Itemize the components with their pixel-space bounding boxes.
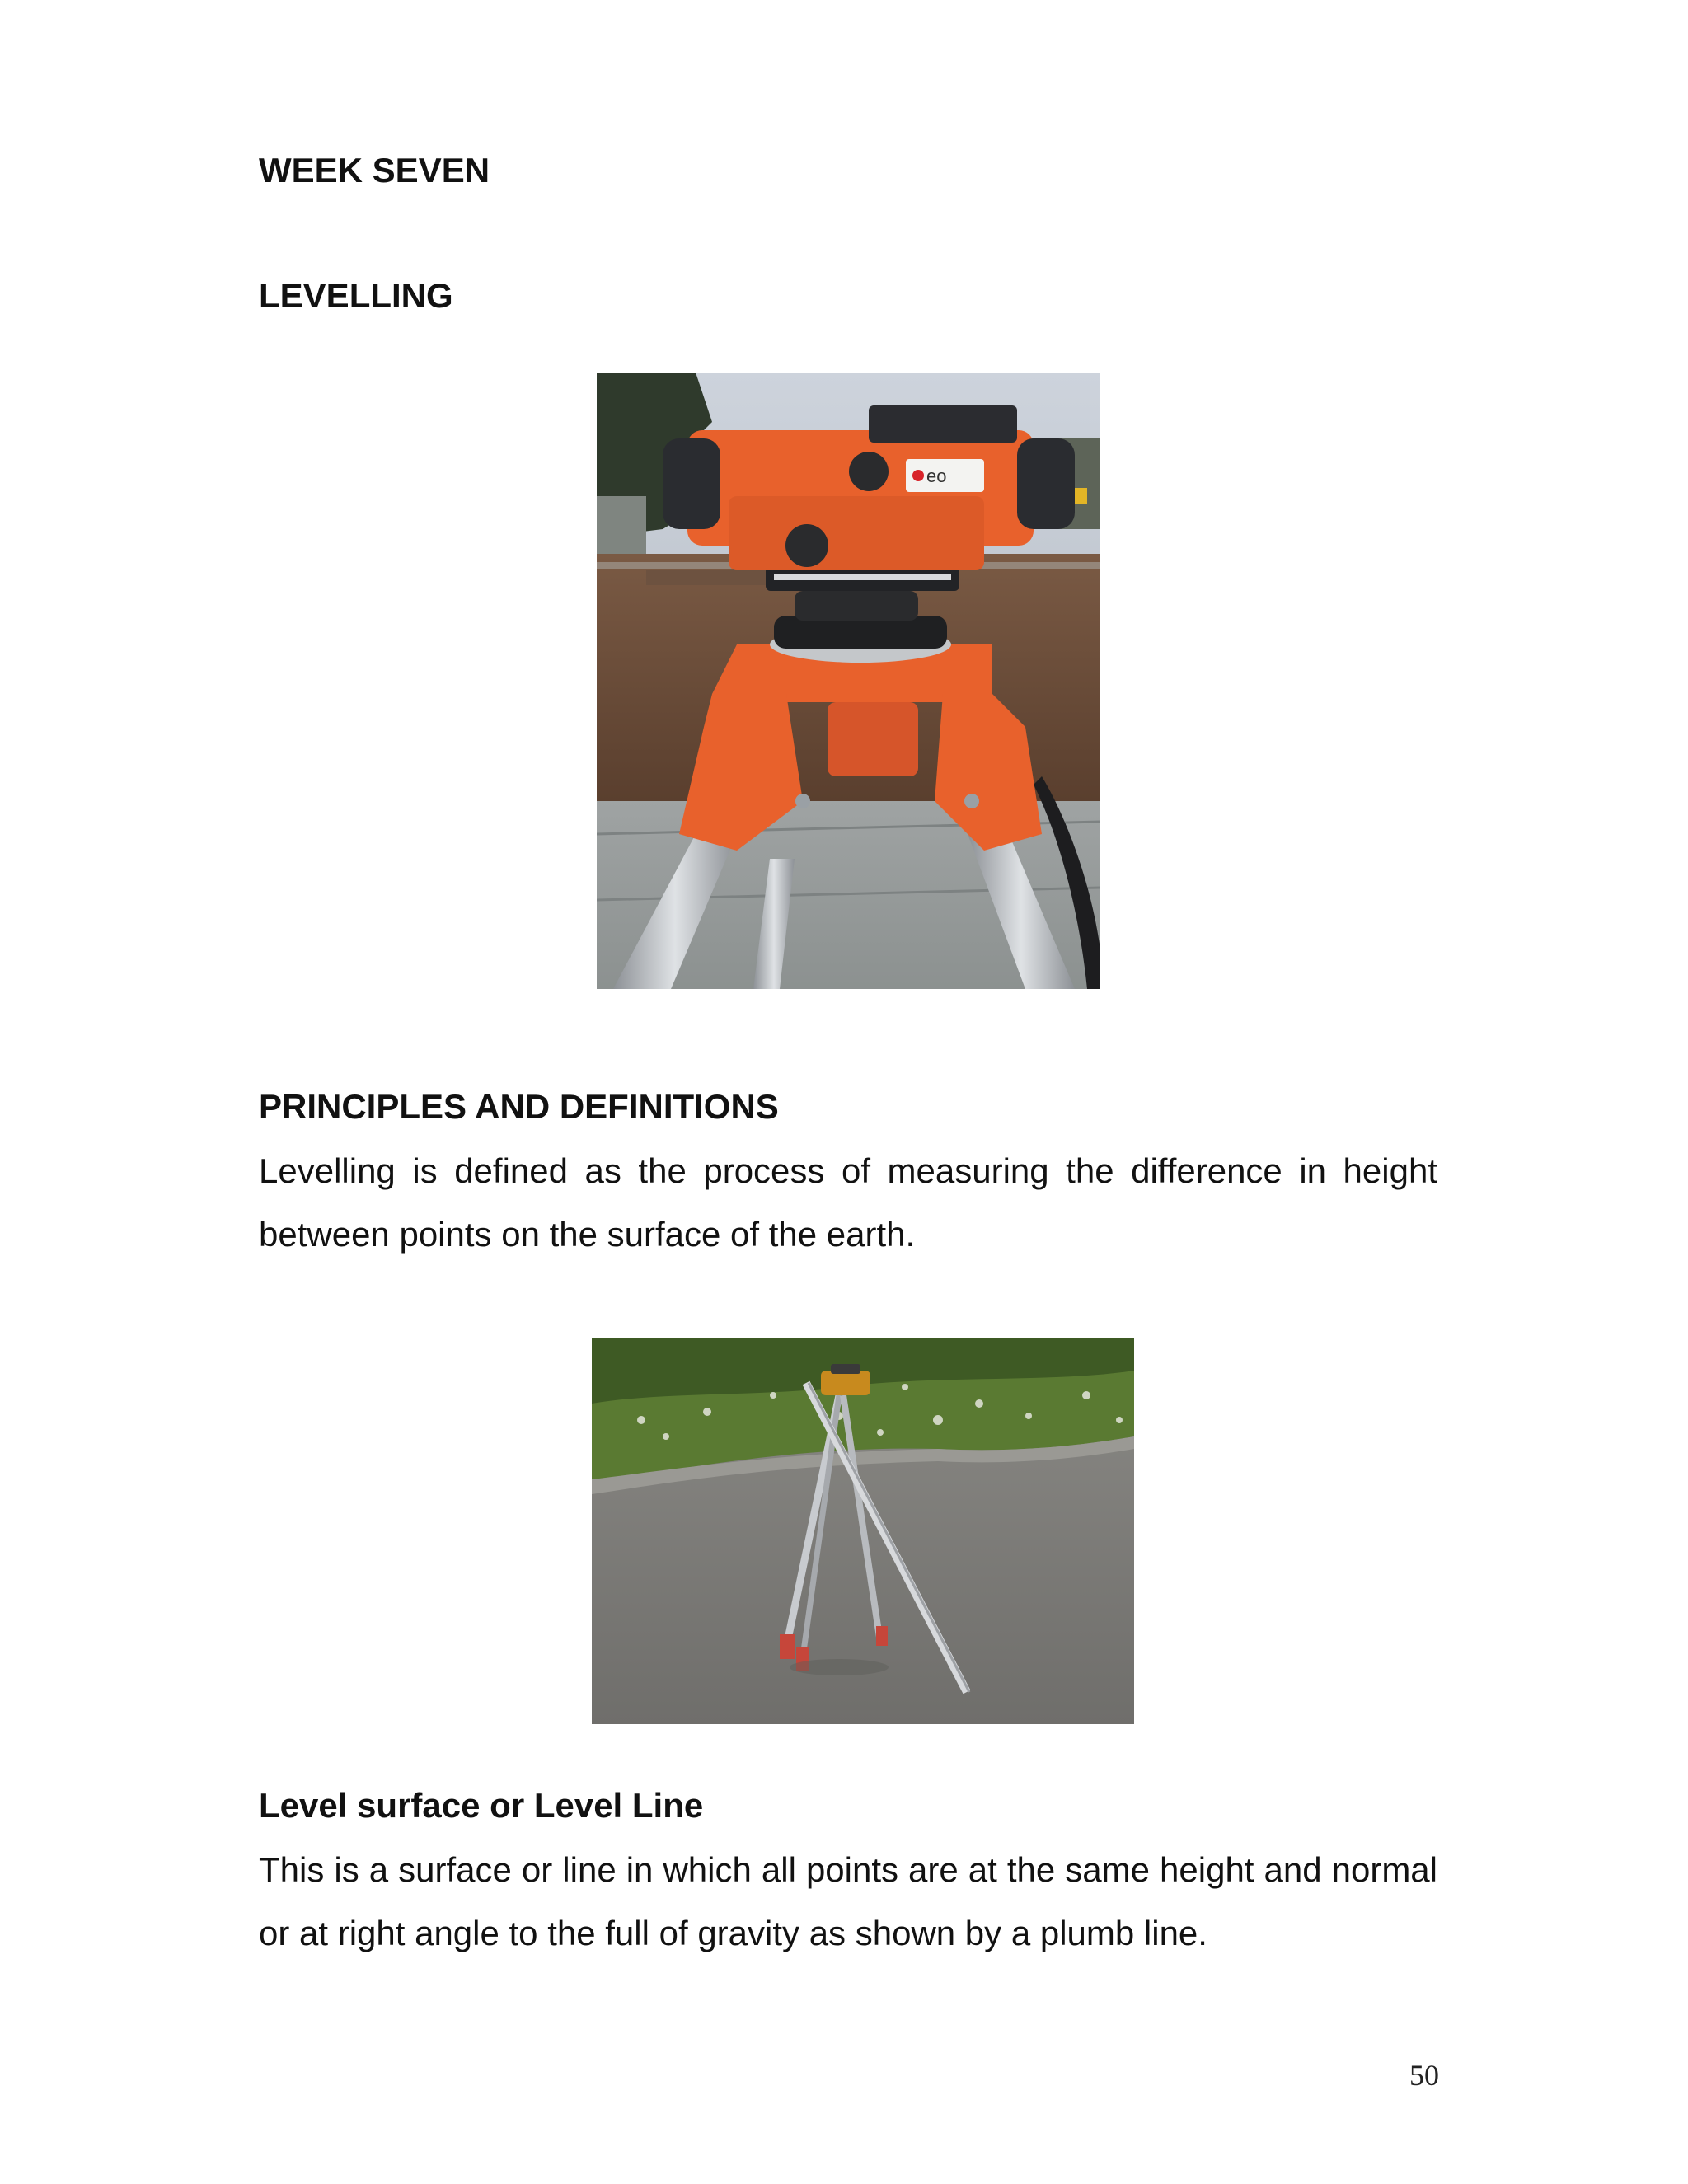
instrument-brand-text: eo — [926, 466, 947, 486]
section-heading-level-surface: Level surface or Level Line — [259, 1786, 704, 1825]
level-instrument-photo — [597, 373, 1100, 989]
level-instrument-illustration — [597, 373, 1100, 989]
chapter-title: LEVELLING — [259, 276, 453, 315]
level-surface-paragraph: This is a surface or line in which all points are at the same height and normal or at right angle to the full of gravity as shown by a plumb line. — [259, 1850, 1437, 1952]
section-heading-principles: PRINCIPLES AND DEFINITIONS — [259, 1087, 779, 1126]
tripod-field-photo — [592, 1338, 1134, 1724]
principles-paragraph: Levelling is defined as the process of measuring the difference in height between points on the surface of the earth. — [259, 1151, 1437, 1254]
tripod-field-illustration — [592, 1338, 1134, 1724]
page-number: 50 — [1409, 2059, 1439, 2092]
week-title: WEEK SEVEN — [259, 151, 490, 190]
